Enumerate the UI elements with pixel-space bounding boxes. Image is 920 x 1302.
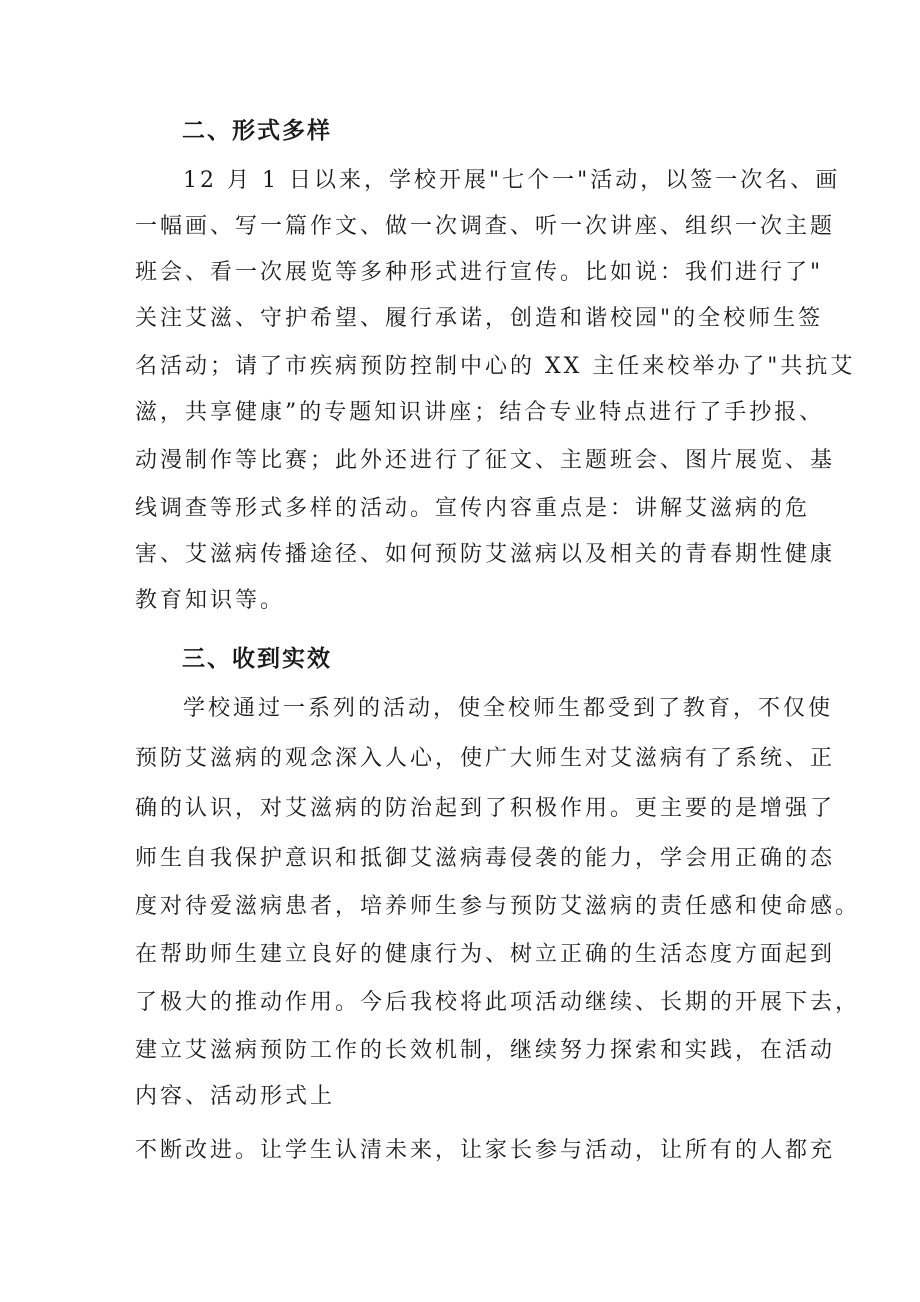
paragraph-line: 滋，共享健康”的专题知识讲座；结合专业特点进行了手抄报、 <box>135 400 825 425</box>
paragraph-line: 师生自我保护意识和抵御艾滋病毒侵袭的能力，学会用正确的态 <box>135 846 836 871</box>
paragraph-line: 教育知识等。 <box>135 588 286 613</box>
paragraph-line: 害、艾滋病传播途径、如何预防艾滋病以及相关的青春期性健康 <box>135 542 836 567</box>
paragraph-line: 班会、看一次展览等多种形式进行宣传。比如说：我们进行了" <box>135 260 824 285</box>
paragraph-line: 动漫制作等比赛；此外还进行了征文、主题班会、图片展览、基 <box>135 448 836 473</box>
paragraph-line: 预防艾滋病的观念深入人心，使广大师生对艾滋病有了系统、正 <box>135 746 836 771</box>
paragraph-line: 在帮助师生建立良好的健康行为、树立正确的生活态度方面起到 <box>135 942 836 967</box>
paragraph-line: 确的认识，对艾滋病的防治起到了积极作用。更主要的是增强了 <box>135 796 836 821</box>
paragraph-line: 了极大的推动作用。今后我校将此项活动继续、长期的开展下去， <box>135 990 861 1015</box>
paragraph-line: 线调查等形式多样的活动。宣传内容重点是：讲解艾滋病的危 <box>135 496 811 521</box>
paragraph-line: 一幅画、写一篇作文、做一次调查、听一次讲座、组织一次主题 <box>135 214 836 239</box>
paragraph-line: 不断改进。让学生认清未来，让家长参与活动，让所有的人都充 <box>135 1138 836 1163</box>
paragraph-line: 学校通过一系列的活动，使全校师生都受到了教育，不仅使 <box>183 696 834 721</box>
paragraph-line: 名活动；请了市疾病预防控制中心的 XX 主任来校举办了"共抗艾 <box>135 354 856 379</box>
paragraph-line: 关注艾滋、守护希望、履行承诺，创造和谐校园"的全校师生签 <box>135 306 824 331</box>
paragraph-line: 12 月 1 日以来，学校开展"七个一"活动，以签一次名、画 <box>183 168 841 193</box>
paragraph-line: 内容、活动形式上 <box>135 1084 336 1109</box>
section-heading-results: 三、收到实效 <box>182 646 332 672</box>
paragraph-line: 度对待爱滋病患者，培养师生参与预防艾滋病的责任感和使命感。 <box>135 894 861 919</box>
section-heading-forms: 二、形式多样 <box>182 118 332 144</box>
paragraph-line: 建立艾滋病预防工作的长效机制，继续努力探索和实践，在活动 <box>135 1038 836 1063</box>
